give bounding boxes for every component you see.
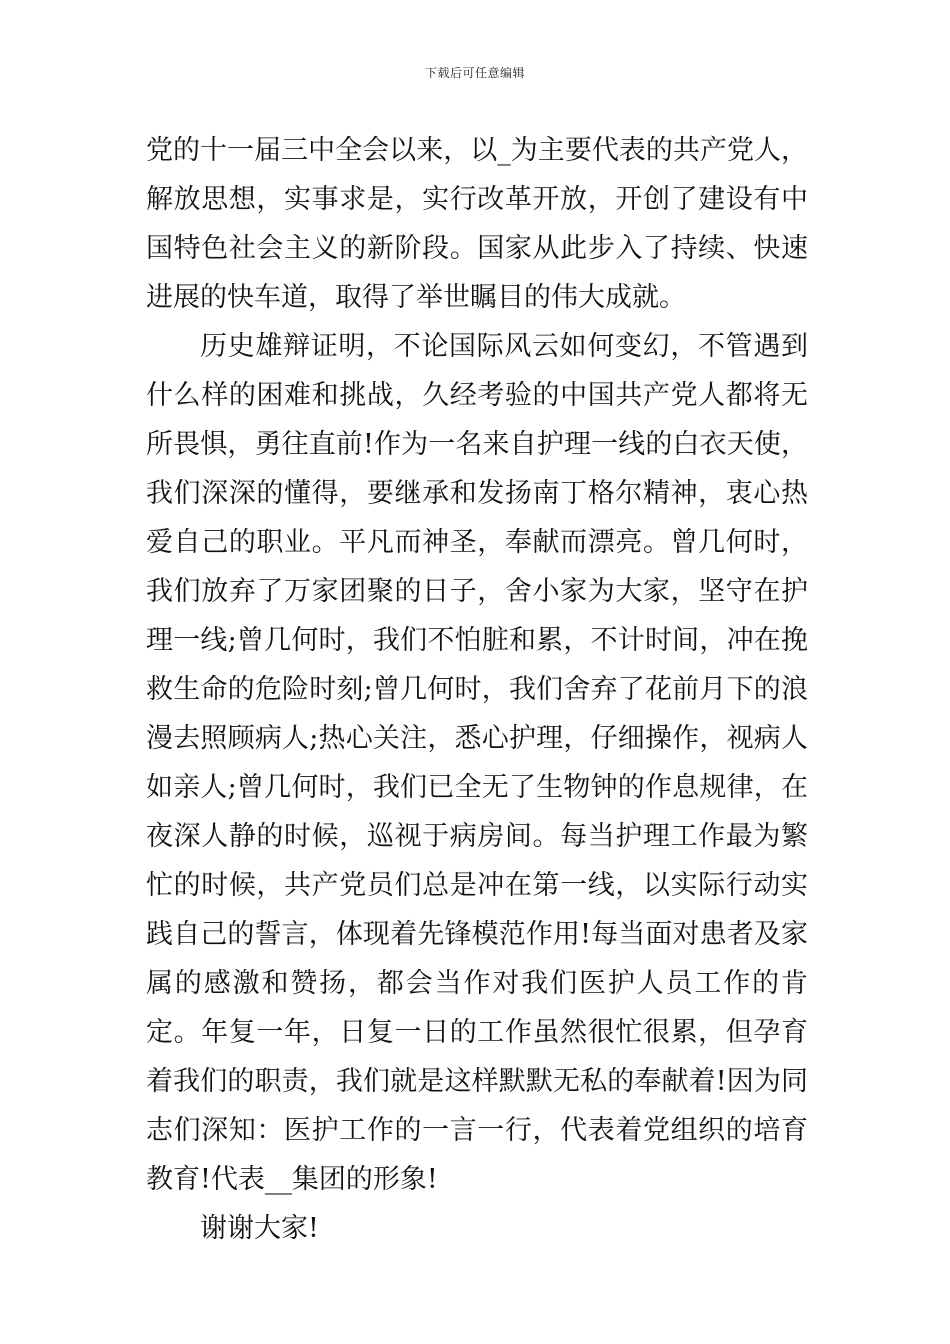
paragraph-1: 党的十一届三中全会以来，以_为主要代表的共产党人，解放思想，实事求是，实行改革开放，开创了建设有中国特色社会主义的新阶段。国家从此步入了持续、快速进展的快车道，取得了举世瞩目的伟大成就。	[146, 135, 808, 313]
paragraph-2: 历史雄辩证明，不论国际风云如何变幻，不管遇到什么样的困难和挑战，久经考验的中国共产党人都将无所畏惧，勇往直前!作为一名来自护理一线的白衣天使，我们深深的懂得，要继承和发扬南丁格尔精神，衷心热爱自己的职业。平凡而神圣，奉献而漂亮。曾几何时，我们放弃了万家团聚的日子，舍小家为大家，坚守在护理一线;曾几何时，我们不怕脏和累，不计时间，冲在挽救生命的危险时刻;曾几何时，我们舍弃了花前月下的浪漫去照顾病人;热心关注，悉心护理，仔细操作，视病人如亲人;曾几何时，我们已全无了生物钟的作息规律，在夜深人静的时候，巡视于病房间。每当护理工作最为繁忙的时候，共产党员们总是冲在第一线，以实际行动实践自己的誓言，体现着先锋模范作用!每当面对患者及家属的感激和赞扬，都会当作对我们医护人员工作的肯定。年复一年，日复一日的工作虽然很忙很累，但孕育着我们的职责，我们就是这样默默无私的奉献着!因为同志们深知：医护工作的一言一行，代表着党组织的培育教育!代表__集团的形象!	[146, 331, 808, 1195]
paragraph-3: 谢谢大家!	[200, 1213, 319, 1244]
page-header: 下载后可任意编辑	[424, 66, 525, 80]
document-body	[146, 126, 808, 1253]
